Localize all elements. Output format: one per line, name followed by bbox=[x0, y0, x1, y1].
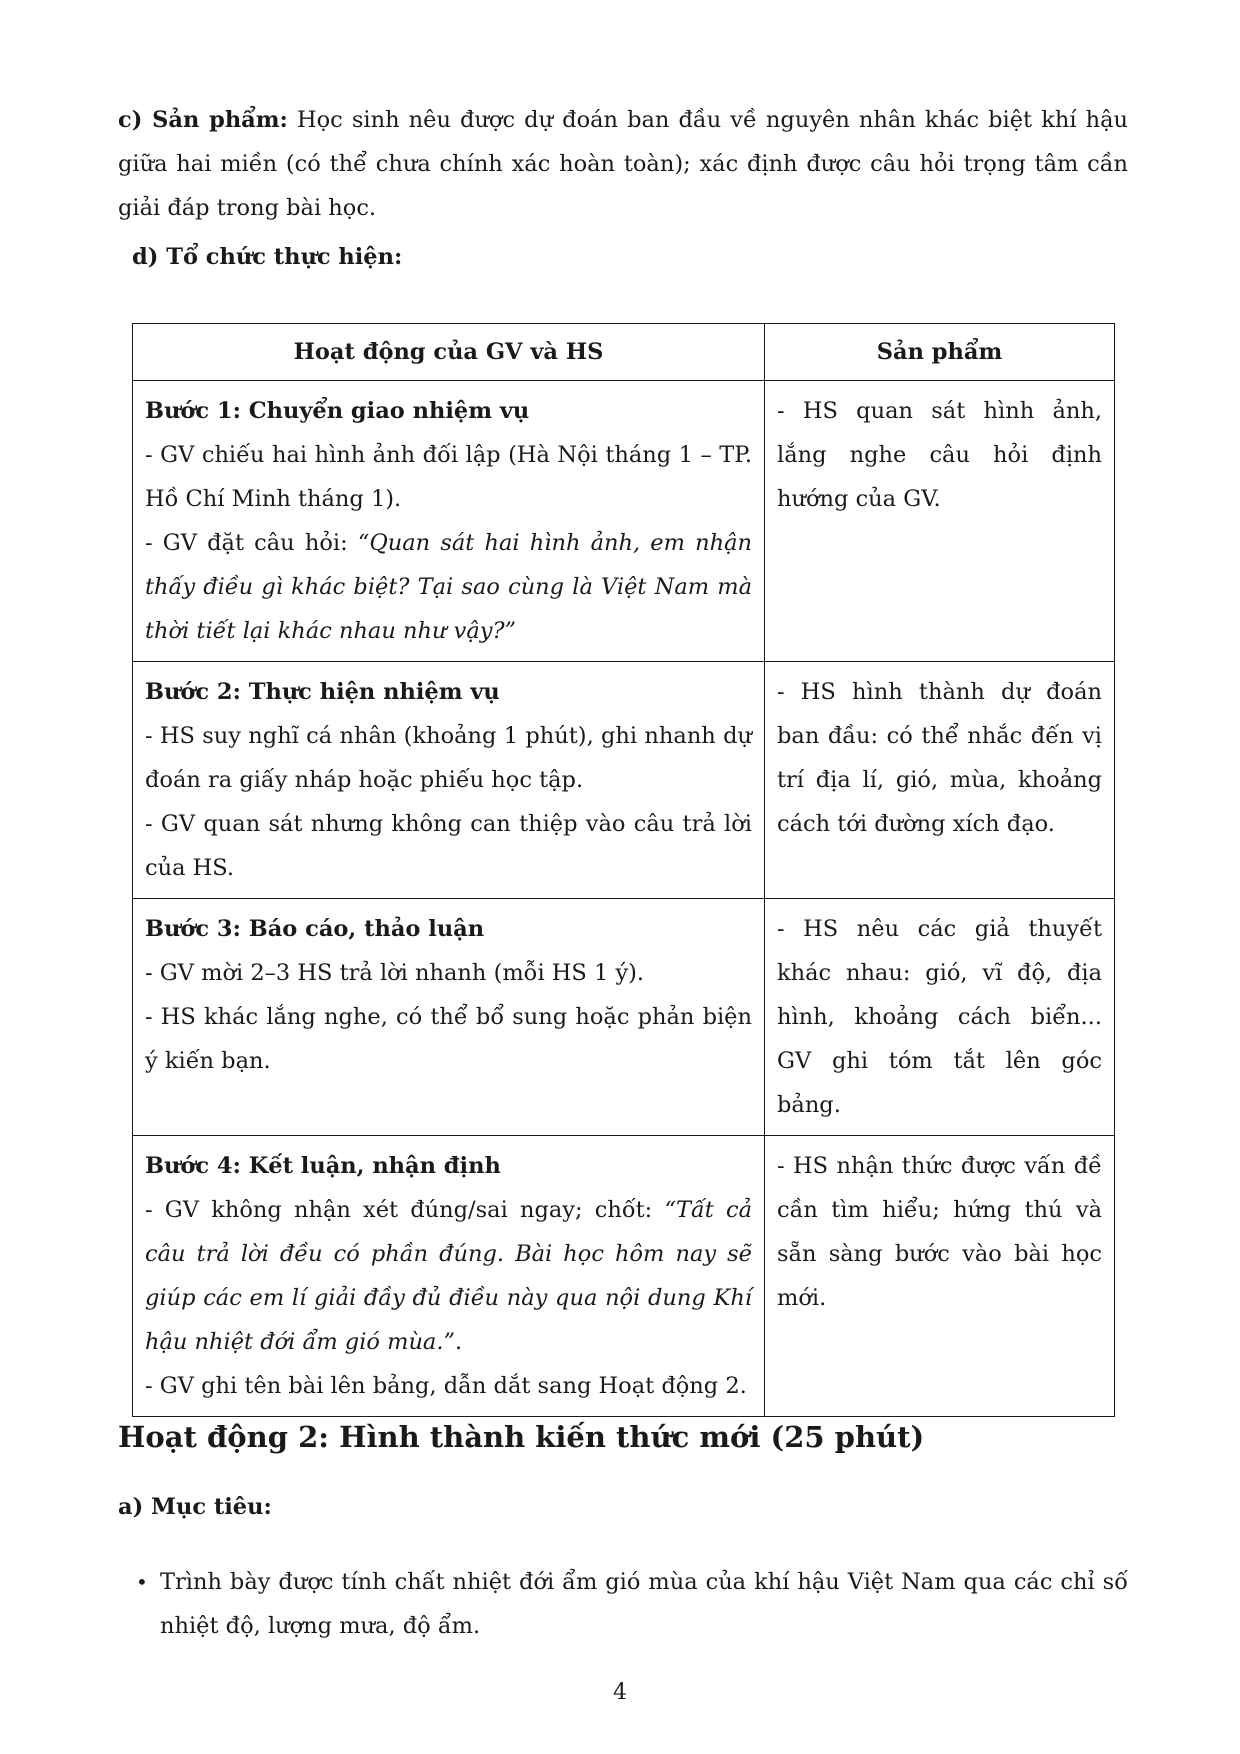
step-2-product: - HS hình thành dự đoán ban đầu: có thể nhắc đến vị trí địa lí, gió, mùa, khoảng cách tới đường xích đạo. bbox=[765, 662, 1115, 899]
table-row-step-1 bbox=[133, 381, 1115, 662]
goal-bullet-item: Trình bày được tính chất nhiệt đới ẩm gió mùa của khí hậu Việt Nam qua các chỉ số nhiệt độ, lượng mưa, độ ẩm. bbox=[160, 1569, 1128, 1639]
step-2-line-1: - HS suy nghĩ cá nhân (khoảng 1 phút), ghi nhanh dự đoán ra giấy nháp hoặc phiếu học tập. bbox=[145, 723, 752, 793]
step-4-quote: “Tất cả câu trả lời đều có phần đúng. Bài học hôm nay sẽ giúp các em lí giải đầy đủ điều này qua nội dung Khí hậu nhiệt đới ẩm gió mùa.” bbox=[145, 1197, 752, 1355]
bullet-icon: • bbox=[136, 1570, 148, 1594]
table-row-step-3 bbox=[133, 899, 1115, 1136]
table-row-step-2 bbox=[133, 662, 1115, 899]
step-1-question: “Quan sát hai hình ảnh, em nhận thấy điều gì khác biệt? Tại sao cùng là Việt Nam mà thời tiết lại khác nhau như vậy?” bbox=[145, 530, 753, 644]
product-paragraph bbox=[118, 98, 1128, 230]
step-3-line-2: - HS khác lắng nghe, có thể bổ sung hoặc phản biện ý kiến bạn. bbox=[145, 1004, 752, 1074]
step-1-line-2 bbox=[145, 521, 752, 653]
step-1-line-2-prefix: - GV đặt câu hỏi: bbox=[145, 530, 358, 556]
step-4-line-2: - GV ghi tên bài lên bảng, dẫn dắt sang Hoạt động 2. bbox=[145, 1373, 747, 1399]
activity-table bbox=[132, 323, 1115, 1417]
step-3-product: - HS nêu các giả thuyết khác nhau: gió, vĩ độ, địa hình, khoảng cách biển... GV ghi tóm tắt lên góc bảng. bbox=[765, 899, 1115, 1136]
goal-bullet-list bbox=[136, 1560, 1128, 1648]
product-text: Học sinh nêu được dự đoán ban đầu về nguyên nhân khác biệt khí hậu giữa hai miền (có thể chưa chính xác hoàn toàn); xác định được câu hỏi trọng tâm cần giải đáp trong bài học. bbox=[118, 107, 1129, 221]
step-4-line-1 bbox=[145, 1188, 752, 1364]
organize-heading: d) Tổ chức thực hiện: bbox=[132, 244, 403, 270]
header-activities: Hoạt động của GV và HS bbox=[133, 324, 765, 381]
step-1-title: Bước 1: Chuyển giao nhiệm vụ bbox=[145, 398, 530, 424]
step-3-title: Bước 3: Báo cáo, thảo luận bbox=[145, 916, 485, 942]
page-number: 4 bbox=[613, 1680, 627, 1705]
step-4-line-1-prefix: - GV không nhận xét đúng/sai ngay; chốt: bbox=[145, 1197, 665, 1223]
table-header-row bbox=[133, 324, 1115, 381]
product-label: c) Sản phẩm: bbox=[118, 107, 288, 133]
table-row-step-4 bbox=[133, 1136, 1115, 1417]
step-1-product: - HS quan sát hình ảnh, lắng nghe câu hỏi định hướng của GV. bbox=[765, 381, 1115, 662]
header-product: Sản phẩm bbox=[765, 324, 1115, 381]
step-1-line-1: - GV chiếu hai hình ảnh đối lập (Hà Nội tháng 1 – TP. Hồ Chí Minh tháng 1). bbox=[145, 442, 752, 512]
step-4-product: - HS nhận thức được vấn đề cần tìm hiểu; hứng thú và sẵn sàng bước vào bài học mới. bbox=[765, 1136, 1115, 1417]
step-1-activity bbox=[133, 381, 765, 662]
step-4-line-1-suffix: . bbox=[455, 1329, 463, 1355]
step-2-line-2: - GV quan sát nhưng không can thiệp vào câu trả lời của HS. bbox=[145, 811, 752, 881]
step-4-title: Bước 4: Kết luận, nhận định bbox=[145, 1153, 501, 1179]
step-3-activity bbox=[133, 899, 765, 1136]
step-2-title: Bước 2: Thực hiện nhiệm vụ bbox=[145, 679, 500, 705]
goal-label: a) Mục tiêu: bbox=[118, 1494, 272, 1520]
step-4-activity bbox=[133, 1136, 765, 1417]
step-2-activity bbox=[133, 662, 765, 899]
step-3-line-1: - GV mời 2–3 HS trả lời nhanh (mỗi HS 1 ý). bbox=[145, 960, 645, 986]
activity-2-heading: Hoạt động 2: Hình thành kiến thức mới (25 phút) bbox=[118, 1420, 925, 1454]
